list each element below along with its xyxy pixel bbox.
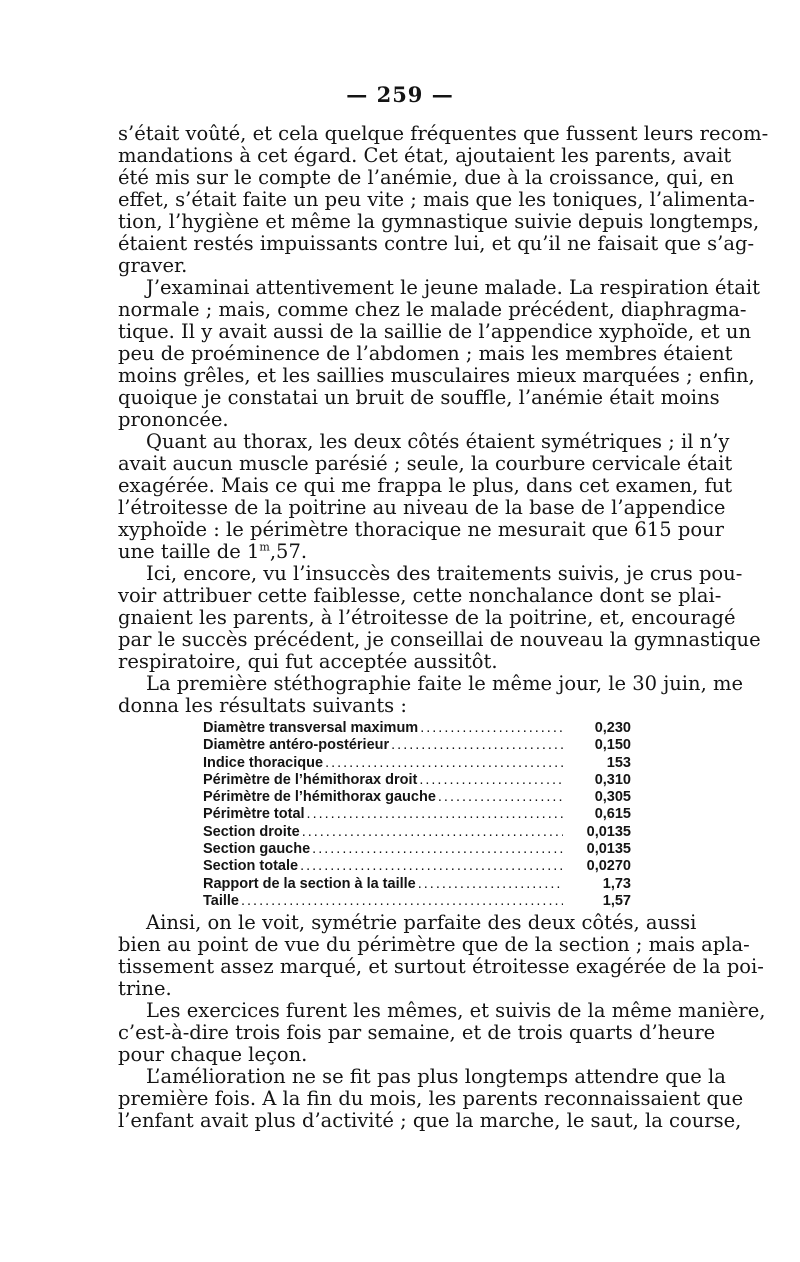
table-row — [203, 806, 631, 823]
text-line: moins grêles, et les saillies musculaires mieux marquées ; enfin, — [118, 364, 755, 387]
text-line: première fois. A la fin du mois, les parents reconnaissaient que — [118, 1087, 744, 1110]
text-line: trine. — [118, 977, 172, 1000]
measurement-label: Périmètre total — [203, 806, 305, 823]
dot-leader — [312, 841, 563, 858]
measurement-value: 0,230 — [594, 720, 631, 736]
dot-leader — [302, 824, 563, 841]
text-line: été mis sur le compte de l’anémie, due à la croissance, qui, en — [118, 166, 735, 189]
measurement-value: 1,57 — [602, 892, 631, 909]
text-line: tissement assez marqué, et surtout étroitesse exagérée de la poi- — [118, 955, 764, 978]
measurement-label: Taille — [203, 892, 239, 909]
dot-leader — [325, 755, 563, 772]
measurement-value: 0,615 — [594, 806, 631, 823]
text-line: s’était voûté, et cela quelque fréquentes que fussent leurs recom- — [118, 122, 769, 145]
text-line: gnaient les parents, à l’étroitesse de la poitrine, et, encouragé — [118, 606, 736, 629]
text-line: L’amélioration ne se fit pas plus longtemps attendre que la — [146, 1065, 726, 1088]
text-line: mandations à cet égard. Cet état, ajoutaient les parents, avait — [118, 144, 732, 167]
table-row — [203, 755, 631, 772]
dot-leader — [307, 806, 563, 823]
table-row — [203, 720, 631, 737]
measurement-label: Rapport de la section à la taille — [203, 875, 416, 892]
text-line: graver. — [118, 254, 188, 277]
table-row — [203, 841, 631, 858]
measurement-value: 0,310 — [594, 771, 631, 788]
text-line: Quant au thorax, les deux côtés étaient symétriques ; il n’y — [146, 430, 730, 453]
measurement-value: 0,0135 — [586, 823, 631, 840]
measurement-label: Diamètre transversal maximum — [203, 720, 419, 736]
measurement-label: Section droite — [203, 823, 300, 840]
measurement-label: Indice thoracique — [203, 754, 324, 771]
measurement-value: 0,0270 — [586, 858, 631, 875]
table-row — [203, 737, 631, 754]
text-line: effet, s’était faite un peu vite ; mais que les toniques, l’alimenta- — [118, 188, 755, 211]
text-line: normale ; mais, comme chez le malade précédent, diaphragma- — [118, 298, 747, 321]
text-line: respiratoire, qui fut acceptée aussitôt. — [118, 650, 498, 673]
dot-leader — [241, 893, 563, 910]
measurement-value: 153 — [606, 754, 631, 771]
text-line: avait aucun muscle parésié ; seule, la courbure cervicale était — [118, 452, 733, 475]
dot-leader — [300, 858, 563, 875]
unit-superscript: m — [259, 540, 270, 554]
measurement-value: 0,150 — [594, 737, 631, 754]
dot-leader — [420, 720, 563, 737]
text-line: tique. Il y avait aussi de la saillie de l’appendice xyphoïde, et un — [118, 320, 752, 343]
measurement-table — [203, 720, 631, 910]
measurement-value: 0,0135 — [586, 841, 631, 858]
measurement-label: Section totale — [203, 858, 299, 875]
table-row — [203, 876, 631, 893]
text-line: voir attribuer cette faiblesse, cette nonchalance dont se plai- — [118, 584, 722, 607]
text-line: étaient restés impuissants contre lui, et qu’il ne faisait que s’ag- — [118, 232, 755, 255]
text-line: prononcée. — [118, 408, 229, 431]
text-line: J’examinai attentivement le jeune malade. La respiration était — [146, 276, 760, 299]
measurement-value: 0,305 — [594, 789, 631, 806]
page-number: — 259 — — [346, 82, 454, 107]
text-line: Ici, encore, vu l’insuccès des traitements suivis, je crus pou- — [146, 562, 743, 585]
text-line: La première stéthographie faite le même jour, le 30 juin, me — [146, 672, 744, 695]
table-row — [203, 789, 631, 806]
text-line: xyphoïde : le périmètre thoracique ne mesurait que 615 pour — [118, 518, 724, 541]
text-line: l’étroitesse de la poitrine au niveau de la base de l’appendice — [118, 496, 726, 519]
text-line: Ainsi, on le voit, symétrie parfaite des deux côtés, aussi — [146, 911, 697, 934]
dot-leader — [391, 737, 563, 754]
measurement-value: 1,73 — [602, 875, 631, 892]
table-row — [203, 858, 631, 875]
text-line: l’enfant avait plus d’activité ; que la marche, le saut, la course, — [118, 1109, 742, 1132]
text-line: bien au point de vue du périmètre que de la section ; mais apla- — [118, 933, 750, 956]
text-line: Les exercices furent les mêmes, et suivis de la même manière, — [146, 999, 766, 1022]
text-line: quoique je constatai un bruit de souffle, l’anémie était moins — [118, 386, 720, 409]
table-row — [203, 824, 631, 841]
measurement-label: Diamètre antéro-postérieur — [203, 737, 390, 754]
dot-leader — [419, 772, 563, 789]
text-segment: ,57. — [269, 540, 308, 563]
measurement-label: Périmètre de l’hémithorax droit — [203, 771, 418, 788]
text-line: donna les résultats suivants : — [118, 694, 407, 717]
text-line: tion, l’hygiène et même la gymnastique suivie depuis longtemps, — [118, 210, 760, 233]
table-row — [203, 893, 631, 910]
table-row — [203, 772, 631, 789]
text-line: c’est-à-dire trois fois par semaine, et de trois quarts d’heure — [118, 1021, 716, 1044]
text-segment: une taille de 1 — [118, 540, 260, 563]
text-line — [118, 541, 674, 563]
text-line: pour chaque leçon. — [118, 1043, 308, 1066]
text-line: par le succès précédent, je conseillai de nouveau la gymnastique — [118, 628, 761, 651]
dot-leader — [418, 876, 563, 893]
dot-leader — [438, 789, 563, 806]
measurement-label: Section gauche — [203, 841, 311, 858]
text-line: peu de proéminence de l’abdomen ; mais les membres étaient — [118, 342, 733, 365]
measurement-label: Périmètre de l’hémithorax gauche — [203, 789, 436, 806]
text-line: exagérée. Mais ce qui me frappa le plus, dans cet examen, fut — [118, 474, 733, 497]
